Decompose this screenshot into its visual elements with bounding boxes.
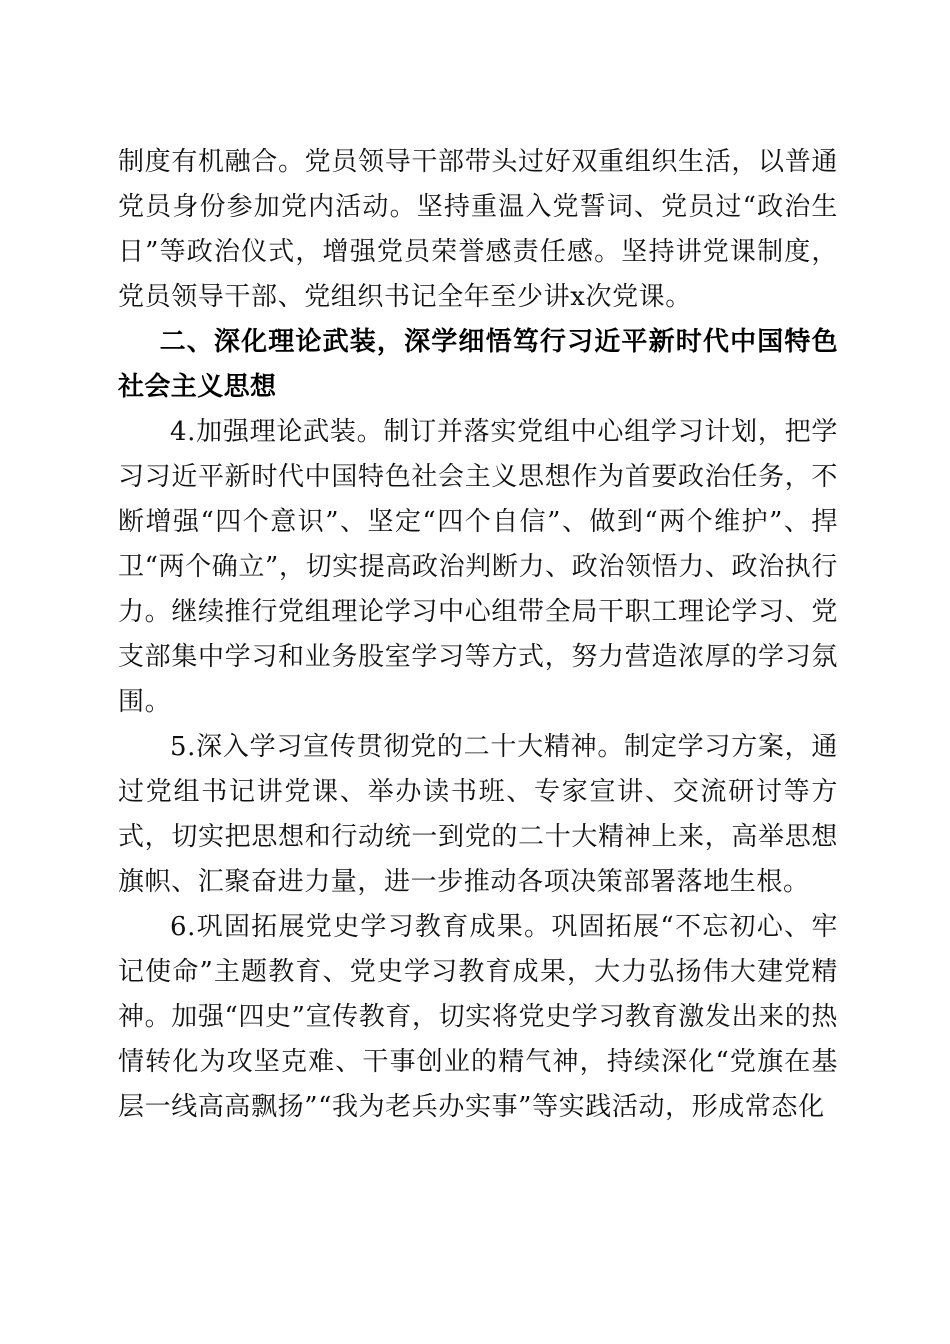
paragraph-item-5: 5.深入学习宣传贯彻党的二十大精神。制定学习方案，通过党组书记讲党课、举办读书班、专家宣讲、交流研讨等方式，切实把思想和行动统一到党的二十大精神上来，高举思想旗帜、汇聚奋进力量，进一步推动各项决策部署落地生根。 <box>118 732 838 897</box>
section-heading-2: 二、深化理论武装，深学细悟笃行习近平新时代中国特色社会主义思想 <box>118 327 838 402</box>
paragraph-item-4: 4.加强理论武装。制订并落实党组中心组学习计划，把学习习近平新时代中国特色社会主义思想作为首要政治任务，不断增强“四个意识”、坚定“四个自信”、做到“两个维护”、捍卫“两个确立”，切实提高政治判断力、政治领悟力、政治执行力。继续推行党组理论学习中心组带全局干职工理论学习、党支部集中学习和业务股室学习等方式，努力营造浓厚的学习氛围。 <box>118 417 838 717</box>
paragraph-item-6: 6.巩固拓展党史学习教育成果。巩固拓展“不忘初心、牢记使命”主题教育、党史学习教育成果，大力弘扬伟大建党精神。加强“四史”宣传教育，切实将党史学习教育激发出来的热情转化为攻坚克难、干事创业的精气神，持续深化“党旗在基层一线高高飘扬”“我为老兵办实事”等实践活动，形成常态化 <box>118 912 838 1122</box>
paragraph-continued: 制度有机融合。党员领导干部带头过好双重组织生活，以普通党员身份参加党内活动。坚持重温入党誓词、党员过“政治生日”等政治仪式，增强党员荣誉感责任感。坚持讲党课制度，党员领导干部、党组织书记全年至少讲x次党课。 <box>118 147 838 312</box>
document-body <box>118 140 838 1130</box>
